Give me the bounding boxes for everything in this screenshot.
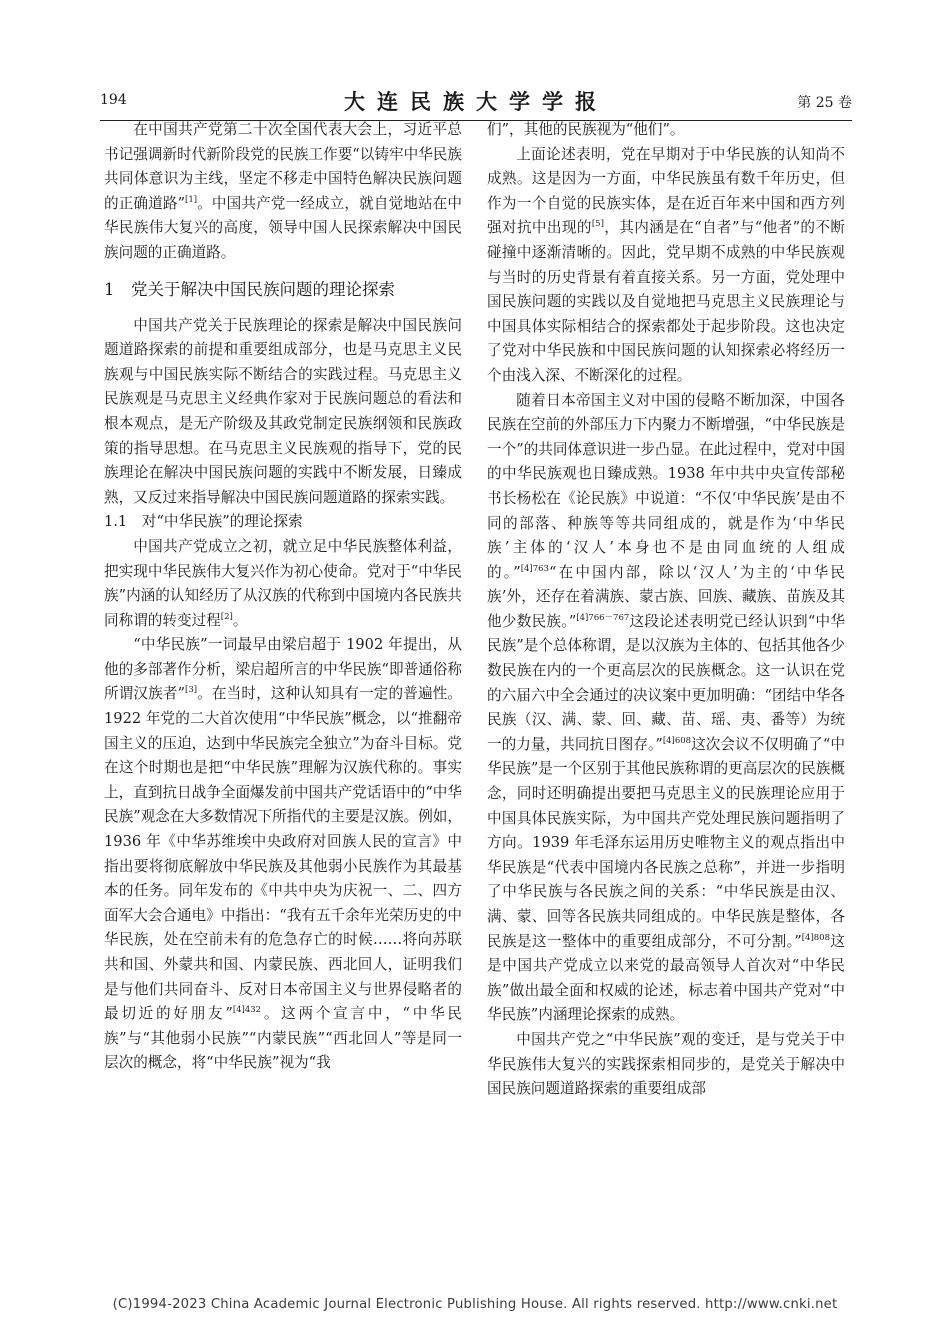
copyright-footer: (C)1994-2023 China Academic Journal Electronic Publishing House. All rights reserved. http://www.cnki.net	[112, 1297, 838, 1312]
paragraph-text-tail: 。	[232, 611, 248, 629]
citation-ref: [4]763	[520, 563, 549, 574]
intro-text: 在中国共产党第二十次全国代表大会上，习近平总书记强调新时代新阶段党的民族工作要“以铸牢中华民族共同体意识为主线，坚定不移走中国特色解决民族问题的正确道路”	[104, 121, 462, 212]
page-number: 194	[100, 92, 127, 108]
right-paragraph-2	[487, 389, 845, 1028]
citation-ref: [4]766－767	[576, 613, 630, 624]
subsection-paragraph-2	[104, 633, 462, 1076]
paragraph-text: 这段论述表明党已经认识到“中华民族”是个总体称谓，是以汉族为主体的、包括其他各少数民族在内的一个更高层次的民族概念。这一认识在党的六届六中全会通过的决议案中更加明确：“团结中华各民族（汉、满、蒙、回、藏、苗、瑶、夷、番等）为统一的力量，共同抗日图存。”	[487, 612, 845, 753]
volume-label: 第 25 卷	[797, 95, 852, 111]
citation-ref: [4]432	[232, 1005, 262, 1016]
right-paragraph-3: 中国共产党之“中华民族”观的变迁，是与党关于中华民族伟大复兴的实践探索相同步的，是党关于解决中国民族问题道路探索的重要组成部	[487, 1030, 845, 1098]
right-column	[487, 118, 845, 1166]
paragraph-text: “在中国内部，除以‘汉人’为主的‘中华民族’外，还存在着满族、蒙古族、回族、藏族、苗族及其他少数民族。”	[487, 563, 845, 630]
citation-ref: [5]	[591, 219, 604, 230]
paragraph-text: 。这两个宣言中，“中华民族”与“其他弱小民族”“内蒙民族”“西北回人”等是同一层次的概念，将“中华民族”视为“我	[104, 1005, 462, 1072]
paragraph-text: 。在当时，这种认知具有一定的普遍性。1922 年党的二大首次使用“中华民族”概念，以“推翻帝国主义的压迫，达到中华民族完全独立”为奋斗目标。党在这个时期也是把“中华民族”理解为汉族代称的。事实上，直到抗日战争全面爆发前中国共产党话语中的“中华民族”观念在大多数情况下所指代的主要是汉族。例如，1936 年《中华苏维埃中央政府对回族人民的宣言》中指出要将彻底解放中华民族及其他弱小民族作为其最基本的任务。同年发布的《中共中央为庆祝一、二、四方面军大会合通电》中指出：“我有五千余年光荣历史的中华民族，处在空前未有的危急存亡的时候……将向苏联共和国、外蒙共和国、内蒙民族、西北回人，证明我们是与他们共同奋斗、反对日本帝国主义与世界侵略者的最切近的好朋友”	[104, 685, 462, 1023]
continued-text: 们”，其他的民族视为“他们”。	[487, 121, 685, 138]
citation-ref: [2]	[220, 611, 233, 622]
intro-paragraph	[104, 118, 462, 266]
paragraph-text: 这次会议不仅明确了“中华民族”是一个区别于其他民族称谓的更高层次的民族概念，同时还明确提出要把马克思主义的民族理论应用于中国具体民族实际，为中国共产党处理民族问题指明了方向。1939 年毛泽东运用历史唯物主义的观点指出中华民族是“代表中国境内各民族之总称”，并进一步指明了中华民族与各民族之间的关系：“中华民族是由汉、满、蒙、回等各民族共同组成的。中华民族是整体，各民族是这一整体中的重要组成部分，不可分割。”	[487, 735, 845, 950]
citation-ref: [3]	[185, 685, 198, 696]
left-column	[104, 118, 462, 1166]
intro-text-tail: 。中国共产党一经成立，就自觉地站在中华民族伟大复兴的高度，领导中国人民探索解决中国民族问题的正确道路。	[104, 194, 462, 261]
subsection-paragraph-1	[104, 535, 462, 633]
paragraph-text: ，其内涵是在“自者”与“他者”的不断碰撞中逐渐清晰的。因此，党早期不成熟的中华民族观与当时的历史背景有着直接关系。另一方面，党处理中国民族问题的实践以及自觉地把马克思主义民族理论与中国具体实际相结合的探索都处于起步阶段。这也决定了党对中华民族和中国民族问题的认知探索必将经历一个由浅入深、不断深化的过程。	[487, 219, 845, 384]
paragraph-text: 中国共产党成立之初，就立足中华民族整体利益，把实现中华民族伟大复兴作为初心使命。党对于“中华民族”内涵的认知经历了从汉族的代称到中国境内各民族共同称谓的转变过程	[104, 537, 462, 629]
journal-title: 大连民族大学学报	[344, 89, 608, 114]
subsection-heading-1-1: 1.1 对“中华民族”的理论探索	[104, 513, 303, 531]
running-header	[100, 86, 852, 121]
paragraph-text: 上面论述表明，党在早期对于中华民族的认知尚不成熟。这是因为一方面，中华民族虽有数千年历史，但作为一个自觉的民族实体，是在近百年来中国和西方列强对抗中出现的	[487, 145, 845, 237]
right-paragraph-1	[487, 143, 845, 389]
section-heading-1: 1 党关于解决中国民族问题的理论探索	[104, 279, 395, 299]
paragraph-text: 这是中国共产党成立以来党的最高领导人首次对“中华民族”做出最全面和权威的论述，标志着中国共产党对“中华民族”内涵理论探索的成熟。	[487, 932, 845, 1024]
citation-ref: [4]808	[801, 932, 830, 943]
citation-ref: [1]	[185, 194, 198, 205]
paragraph-text: 随着日本帝国主义对中国的侵略不断加深，中国各民族在空前的外部压力下内聚力不断增强，“中华民族是一个”的共同体意识进一步凸显。在此过程中，党对中国的中华民族观也日臻成熟。1938 年中共中央宣传部秘书长杨松在《论民族》中说道：“不仅‘中华民族’是由不同的部落、种族等等共同组成的，就是作为‘中华民族’主体的‘汉人’本身也不是由同血统的人组成的。”	[487, 391, 845, 581]
paragraph-text: “中华民族”一词最早由梁启超于 1902 年提出，从他的多部著作分析，梁启超所言的中华民族“即普通俗称所谓汉族者”	[104, 636, 462, 703]
citation-ref: [4]608	[662, 735, 692, 746]
section1-paragraph: 中国共产党关于民族理论的探索是解决中国民族问题道路探索的前提和重要组成部分，也是马克思主义民族观与中国民族实际不断结合的实践过程。马克思主义民族观是马克思主义经典作家对于民族问题总的看法和根本观点，是无产阶级及其政党制定民族纲领和民族政策的指导思想。在马克思主义民族观的指导下，党的民族理论在解决中国民族问题的实践中不断发展，日臻成熟，又反过来指导解决中国民族问题道路的探索实践。	[104, 316, 462, 506]
